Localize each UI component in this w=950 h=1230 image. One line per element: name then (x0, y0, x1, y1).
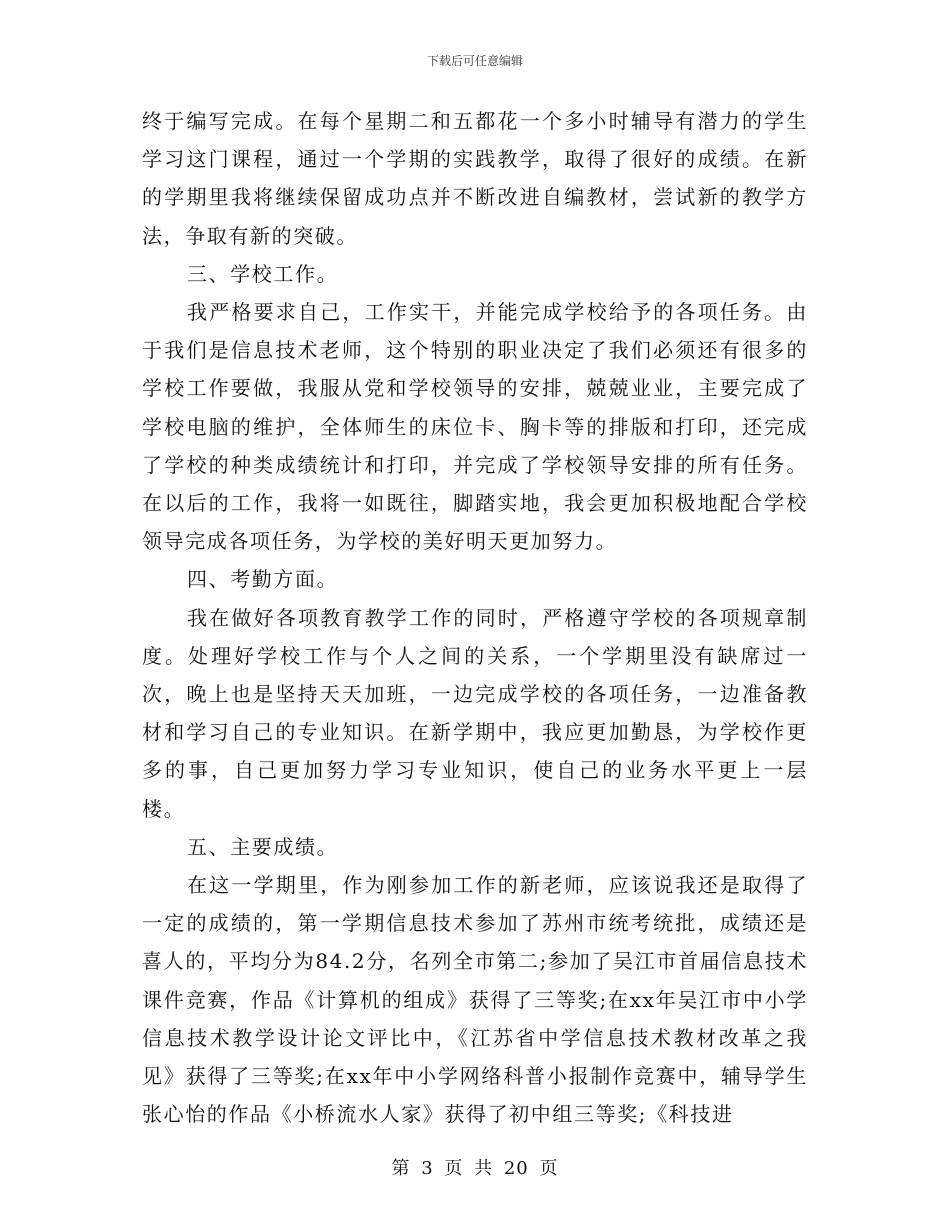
page-header: 下载后可任意编辑 (426, 54, 523, 68)
section-heading-attendance: 四、考勤方面。 (187, 567, 339, 592)
paragraph-1: 终于编写完成。在每个星期二和五都花一个多小时辅导有潜力的学生学习这门课程，通过一个学期的实践教学，取得了很好的成绩。在新的学期里我将继续保留成功点并不断改进自编教材，尝试新的教学方法，争取有新的突破。 (142, 109, 808, 248)
paragraph-attendance: 我在做好各项教育教学工作的同时，严格遵守学校的各项规章制度。处理好学校工作与个人之间的关系，一个学期里没有缺席过一次，晚上也是坚持天天加班，一边完成学校的各项任务，一边准备教材和学习自己的专业知识。在新学期中，我应更加勤恳，为学校作更多的事，自己更加努力学习专业知识，使自己的业务水平更上一层楼。 (142, 605, 808, 821)
page-number-footer: 第 3 页 共 20 页 (391, 1158, 559, 1179)
paragraph-achievements: 在这一学期里，作为刚参加工作的新老师，应该说我还是取得了一定的成绩的，第一学期信息技术参加了苏州市统考统批，成绩还是喜人的，平均分为84.2分，名列全市第二;参加了吴江市首届信息技术课件竞赛，作品《计算机的组成》获得了三等奖;在xx年吴江市中小学信息技术教学设计论文评比中，《江苏省中学信息技术教材改革之我见》获得了三等奖;在xx年中小学网络科普小报制作竞赛中，辅导学生张心怡的作品《小桥流水人家》获得了初中组三等奖;《科技进 (142, 873, 808, 1127)
section-heading-achievements: 五、主要成绩。 (187, 834, 339, 859)
paragraph-school-work: 我严格要求自己，工作实干，并能完成学校给予的各项任务。由于我们是信息技术老师，这个特别的职业决定了我们必须还有很多的学校工作要做，我服从党和学校领导的安排，兢兢业业，主要完成了学校电脑的维护，全体师生的床位卡、胸卡等的排版和打印，还完成了学校的种类成绩统计和打印，并完成了学校领导安排的所有任务。在以后的工作，我将一如既往，脚踏实地，我会更加积极地配合学校领导完成各项任务，为学校的美好明天更加努力。 (142, 300, 808, 554)
document-body (142, 102, 808, 1133)
section-heading-school-work: 三、学校工作。 (187, 261, 339, 286)
